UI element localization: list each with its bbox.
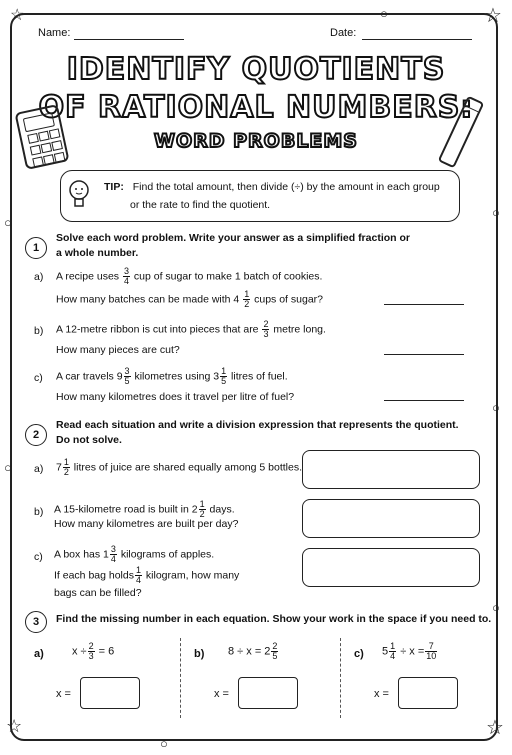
q3b-label: b): [194, 648, 205, 660]
section-3-number: 3: [25, 611, 47, 633]
column-divider: [340, 638, 341, 718]
circle-icon: ○: [492, 205, 500, 220]
q2a-label: a): [34, 463, 44, 475]
q1b-label: b): [34, 325, 44, 337]
section-2-title-line-2: Do not solve.: [56, 434, 122, 446]
q2c-label: c): [34, 551, 43, 563]
circle-icon: ○: [4, 460, 12, 475]
title-line-1: IDENTIFY QUOTIENTS: [66, 52, 446, 87]
section-1-number: 1: [25, 237, 47, 259]
fraction: $\frac{1}{2}$: [199, 499, 205, 519]
title-line-3: WORD PROBLEMS: [154, 130, 358, 152]
q2b-label: b): [34, 506, 44, 518]
q3a-answer-box[interactable]: [80, 677, 140, 709]
fraction: $\frac{1}{4}$: [390, 641, 396, 661]
q3a-equation: x ÷ $\frac{2}{3}$ = 6: [72, 641, 115, 661]
q3b-equation: 8 ÷ x = 2 $\frac{2}{5}$: [228, 641, 278, 661]
q3c-answer-label: x =: [374, 688, 389, 700]
q1b-line-2: How many pieces are cut?: [56, 344, 180, 356]
star-icon: ☆: [10, 7, 25, 24]
q1c-line-1: A car travels 9 $\frac{3}{5}$ kilometres using 3 $\frac{1}{5}$ litres of fuel.: [56, 366, 288, 386]
section-3-title: Find the missing number in each equation. Show your work in the space if you need to.: [56, 613, 492, 625]
name-label: Name:: [38, 27, 71, 39]
q2b-line-1: A 15-kilometre road is built in 2 $\frac{1}{2}$ days.: [54, 499, 235, 519]
title-line-2: OF RATIONAL NUMBERS:: [38, 90, 474, 125]
fraction: $\frac{7}{10}$: [426, 641, 437, 661]
star-icon: ☆: [6, 716, 23, 736]
q1c-label: c): [34, 372, 43, 384]
fraction: $\frac{3}{4}$: [123, 266, 129, 286]
fraction: $\frac{3}{4}$: [110, 544, 116, 564]
q2b-line-2: How many kilometres are built per day?: [54, 518, 239, 530]
section-2-number: 2: [25, 424, 47, 446]
circle-icon: ○: [492, 400, 500, 415]
q3b-answer-label: x =: [214, 688, 229, 700]
q3c-answer-box[interactable]: [398, 677, 458, 709]
section-2-title-line-1: Read each situation and write a division expression that represents the quotient.: [56, 419, 459, 431]
q1a-label: a): [34, 271, 44, 283]
q3a-answer-label: x =: [56, 688, 71, 700]
tip-label: TIP:: [104, 181, 124, 193]
q3a-label: a): [34, 648, 44, 660]
q1a-answer-line[interactable]: [384, 304, 464, 305]
star-icon: ☆: [486, 717, 504, 739]
column-divider: [180, 638, 181, 718]
q1a-line-1: A recipe uses $\frac{3}{4}$ cup of sugar to make 1 batch of cookies.: [56, 266, 323, 286]
tip-line-2: or the rate to find the quotient.: [130, 199, 271, 211]
section-1-title-line-2: a whole number.: [56, 247, 139, 259]
fraction: $\frac{2}{3}$: [88, 641, 94, 661]
circle-icon: ○: [492, 600, 500, 615]
q3b-answer-box[interactable]: [238, 677, 298, 709]
section-1-title-line-1: Solve each word problem. Write your answer as a simplified fraction or: [56, 232, 410, 244]
q3c-label: c): [354, 648, 364, 660]
q2c-line-3: bags can be filled?: [54, 587, 142, 599]
q1c-answer-line[interactable]: [384, 400, 464, 401]
fraction: $\frac{1}{5}$: [221, 366, 227, 386]
q1c-line-2: How many kilometres does it travel per litre of fuel?: [56, 391, 295, 403]
q2a-answer-box[interactable]: [302, 450, 480, 489]
fraction: $\frac{1}{2}$: [244, 289, 250, 309]
date-label: Date:: [330, 27, 357, 39]
q1a-line-2: How many batches can be made with 4 $\frac{1}{2}$ cups of sugar?: [56, 289, 324, 309]
q2a-line-1: 7 $\frac{1}{2}$ litres of juice are shared equally among 5 bottles.: [56, 457, 302, 477]
q2b-answer-box[interactable]: [302, 499, 480, 538]
q3c-equation: 5 $\frac{1}{4}$ ÷ x = $\frac{7}{10}$: [382, 641, 437, 661]
fraction: $\frac{3}{5}$: [124, 366, 130, 386]
tip-line-1: Find the total amount, then divide (÷) by the amount in each group: [132, 181, 440, 193]
q2c-line-2: If each bag holds $\frac{1}{4}$ kilogram, how many: [54, 565, 240, 585]
fraction: $\frac{2}{5}$: [272, 641, 278, 661]
q1b-answer-line[interactable]: [384, 354, 464, 355]
circle-icon: ○: [380, 6, 388, 21]
circle-icon: ○: [4, 215, 12, 230]
q2c-line-1: A box has 1 $\frac{3}{4}$ kilograms of apples.: [54, 544, 215, 564]
circle-icon: ○: [160, 736, 168, 751]
star-icon: ☆: [484, 5, 502, 27]
fraction: $\frac{1}{2}$: [63, 457, 69, 477]
fraction: $\frac{2}{3}$: [263, 319, 269, 339]
name-field[interactable]: [74, 39, 184, 40]
lightbulb-icon: [68, 176, 90, 214]
q2c-answer-box[interactable]: [302, 548, 480, 587]
fraction: $\frac{1}{4}$: [135, 565, 141, 585]
date-field[interactable]: [362, 39, 472, 40]
q1b-line-1: A 12-metre ribbon is cut into pieces that are $\frac{2}{3}$ metre long.: [56, 319, 326, 339]
